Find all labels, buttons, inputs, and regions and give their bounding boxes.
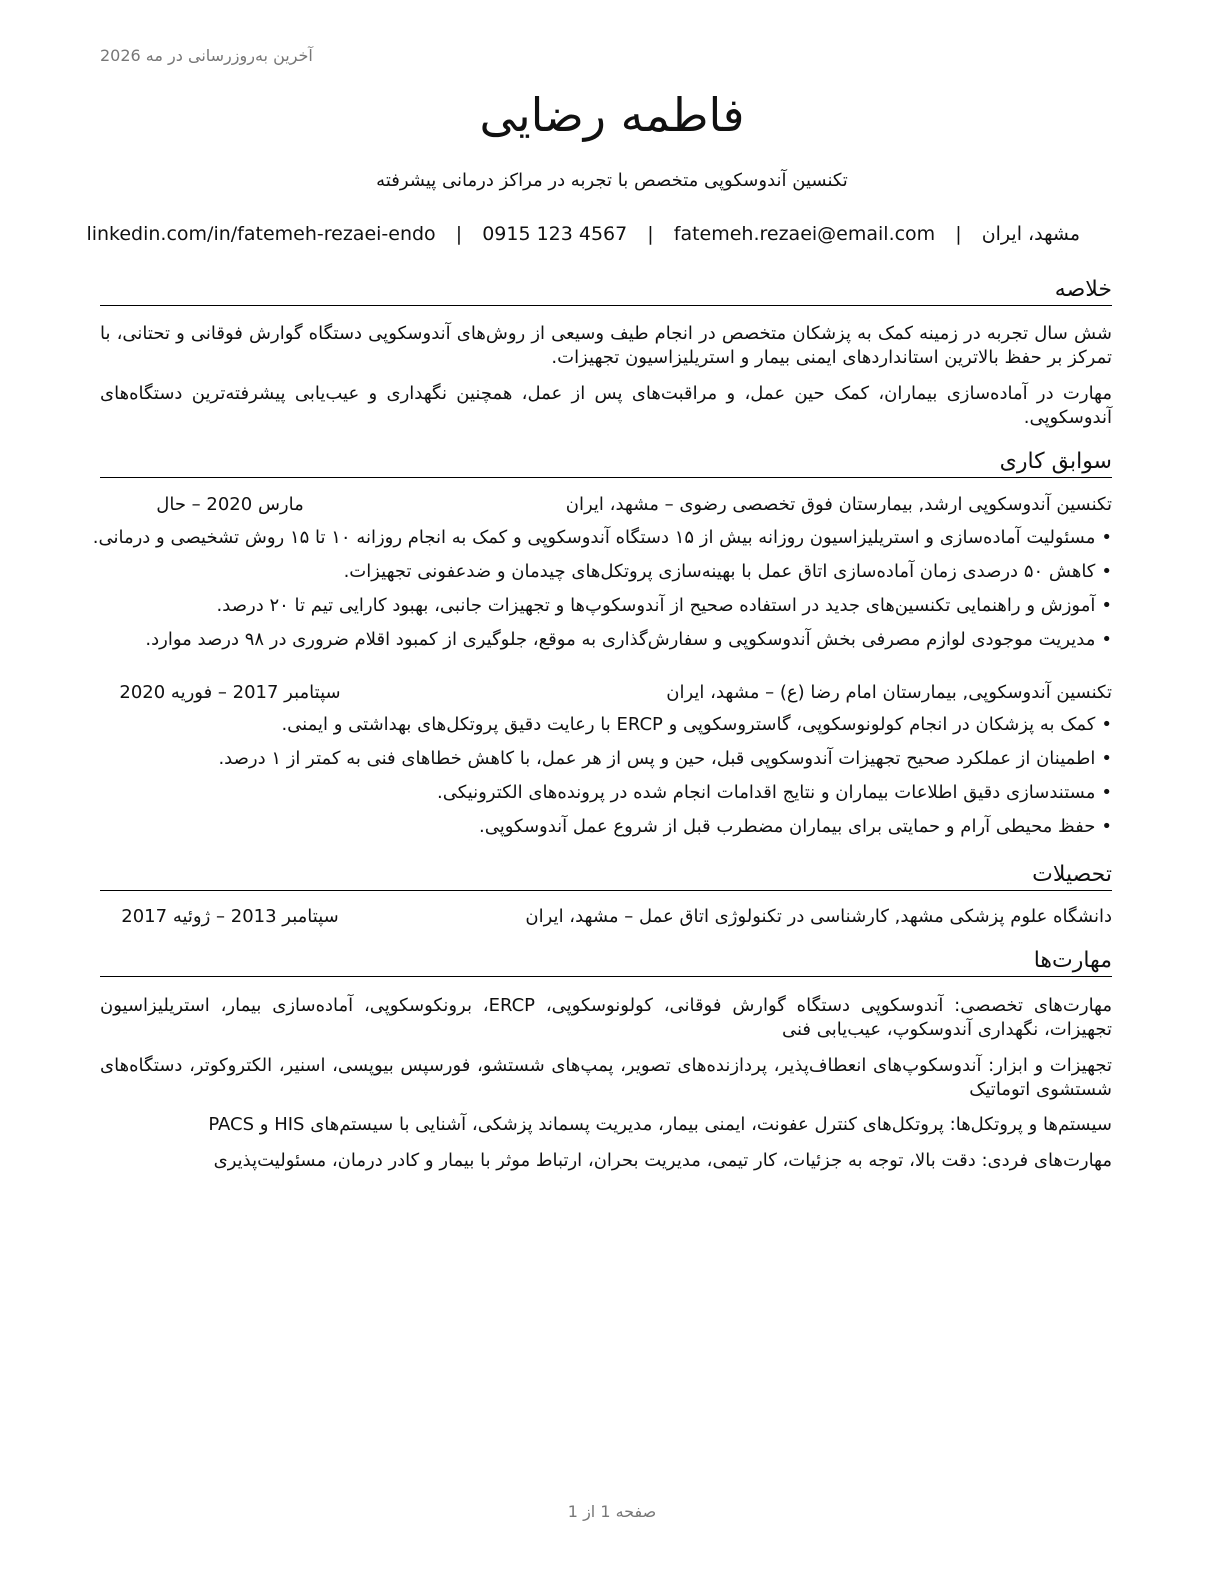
list-item: • کمک به پزشکان در انجام کولونوسکوپی، گاستروسکوپی و ERCP با رعایت دقیق پروتکل‌های بهداشتی و ایمنی. — [96, 713, 1112, 747]
skills-line: مهارت‌های تخصصی: آندوسکوپی دستگاه گوارش فوقانی، کولونوسکوپی، ERCP، برونکوسکوپی، آماده‌سازی بیمار، استریلیزاسیون تجهیزات، نگهداری آندوسکوپ، عیب‌یابی فنی — [100, 995, 1112, 1040]
contact-phone[interactable]: 0915 123 4567 — [482, 223, 628, 245]
list-item: • مدیریت موجودی لوازم مصرفی بخش آندوسکوپی و سفارش‌گذاری به موقع، جلوگیری از کمبود اقلام ضروری در ۹۸ درصد موارد. — [96, 628, 1112, 662]
job-header — [100, 682, 1112, 708]
section-title-summary: خلاصه — [100, 276, 1112, 306]
last-updated: آخرین به‌روزرسانی در مه 2026 — [100, 46, 313, 65]
contact-line — [86, 223, 1080, 245]
list-item: • مسئولیت آماده‌سازی و استریلیزاسیون روزانه بیش از ۱۵ دستگاه آندوسکوپی و کمک به انجام روزانه ۱۰ تا ۱۵ روش تشخیصی و درمانی. — [96, 526, 1112, 560]
education-dates: سپتامبر 2013 – ژوئیه 2017 — [121, 906, 339, 927]
list-item: • آموزش و راهنمایی تکنسین‌های جدید در استفاده صحیح از آندوسکوپ‌ها و تجهیزات جانبی، بهبود کارایی تیم تا ۲۰ درصد. — [96, 594, 1112, 628]
page-number: صفحه 1 از 1 — [567, 1502, 657, 1521]
contact-email[interactable]: fatemeh.rezaei@email.com — [673, 223, 936, 245]
job-dates: مارس 2020 – حال — [156, 494, 304, 515]
education-degree: دانشگاه علوم پزشکی مشهد, کارشناسی در تکنولوژی اتاق عمل – مشهد، ایران — [525, 906, 1112, 927]
job-header — [100, 494, 1112, 520]
contact-linkedin[interactable]: linkedin.com/in/fatemeh-rezaei-endo — [86, 223, 436, 245]
contact-separator: | — [955, 223, 962, 245]
job-title: تکنسین آندوسکوپی, بیمارستان امام رضا (ع) – مشهد، ایران — [666, 682, 1112, 703]
section-title-education: تحصیلات — [100, 861, 1112, 891]
list-item: • حفظ محیطی آرام و حمایتی برای بیماران مضطرب قبل از شروع عمل آندوسکوپی. — [96, 815, 1112, 849]
list-item: • مستندسازی دقیق اطلاعات بیماران و نتایج اقدامات انجام شده در پرونده‌های الکترونیکی. — [96, 781, 1112, 815]
job-bullets — [96, 713, 1112, 849]
full-name: فاطمه رضایی — [479, 88, 745, 142]
summary-paragraph: مهارت در آماده‌سازی بیماران، کمک حین عمل، و مراقبت‌های پس از عمل، همچنین نگهداری و عیب‌یابی پیشرفته‌ترین دستگاه‌های آندوسکوپی. — [100, 383, 1112, 428]
summary-paragraph: شش سال تجربه در زمینه کمک به پزشکان متخصص در انجام طیف وسیعی از روش‌های آندوسکوپی دستگاه گوارش فوقانی و تحتانی، با تمرکز بر حفظ بالاترین استانداردهای ایمنی بیمار و استریلیزاسیون تجهیزات. — [100, 323, 1112, 368]
contact-location: مشهد، ایران — [981, 223, 1080, 245]
skills-line: مهارت‌های فردی: دقت بالا، توجه به جزئیات، کار تیمی، مدیریت بحران، ارتباط موثر با بیمار و کادر درمان، مسئولیت‌پذیری — [213, 1150, 1112, 1171]
job-dates: سپتامبر 2017 – فوریه 2020 — [119, 682, 341, 703]
section-title-skills: مهارت‌ها — [100, 947, 1112, 977]
list-item: • کاهش ۵۰ درصدی زمان آماده‌سازی اتاق عمل با بهینه‌سازی پروتکل‌های چیدمان و ضدعفونی تجهیزات. — [96, 560, 1112, 594]
skills-line: تجهیزات و ابزار: آندوسکوپ‌های انعطاف‌پذیر، پردازنده‌های تصویر، پمپ‌های شستشو، فورسپس بیوپسی، اسنیر، الکتروکوتر، دستگاه‌های شستشوی اتوماتیک — [100, 1055, 1112, 1100]
professional-title: تکنسین آندوسکوپی متخصص با تجربه در مراکز درمانی پیشرفته — [376, 170, 848, 191]
section-title-experience: سوابق کاری — [100, 448, 1112, 478]
contact-separator: | — [647, 223, 654, 245]
job-bullets — [92, 526, 1112, 662]
list-item: • اطمینان از عملکرد صحیح تجهیزات آندوسکوپی قبل، حین و پس از هر عمل، با کاهش خطاهای فنی به کمتر از ۱ درصد. — [96, 747, 1112, 781]
contact-separator: | — [455, 223, 463, 245]
skills-line: سیستم‌ها و پروتکل‌ها: پروتکل‌های کنترل عفونت، ایمنی بیمار، مدیریت پسماند پزشکی، آشنایی با سیستم‌های HIS و PACS — [208, 1114, 1112, 1135]
job-title: تکنسین آندوسکوپی ارشد, بیمارستان فوق تخصصی رضوی – مشهد، ایران — [565, 494, 1112, 515]
education-row — [100, 906, 1112, 932]
